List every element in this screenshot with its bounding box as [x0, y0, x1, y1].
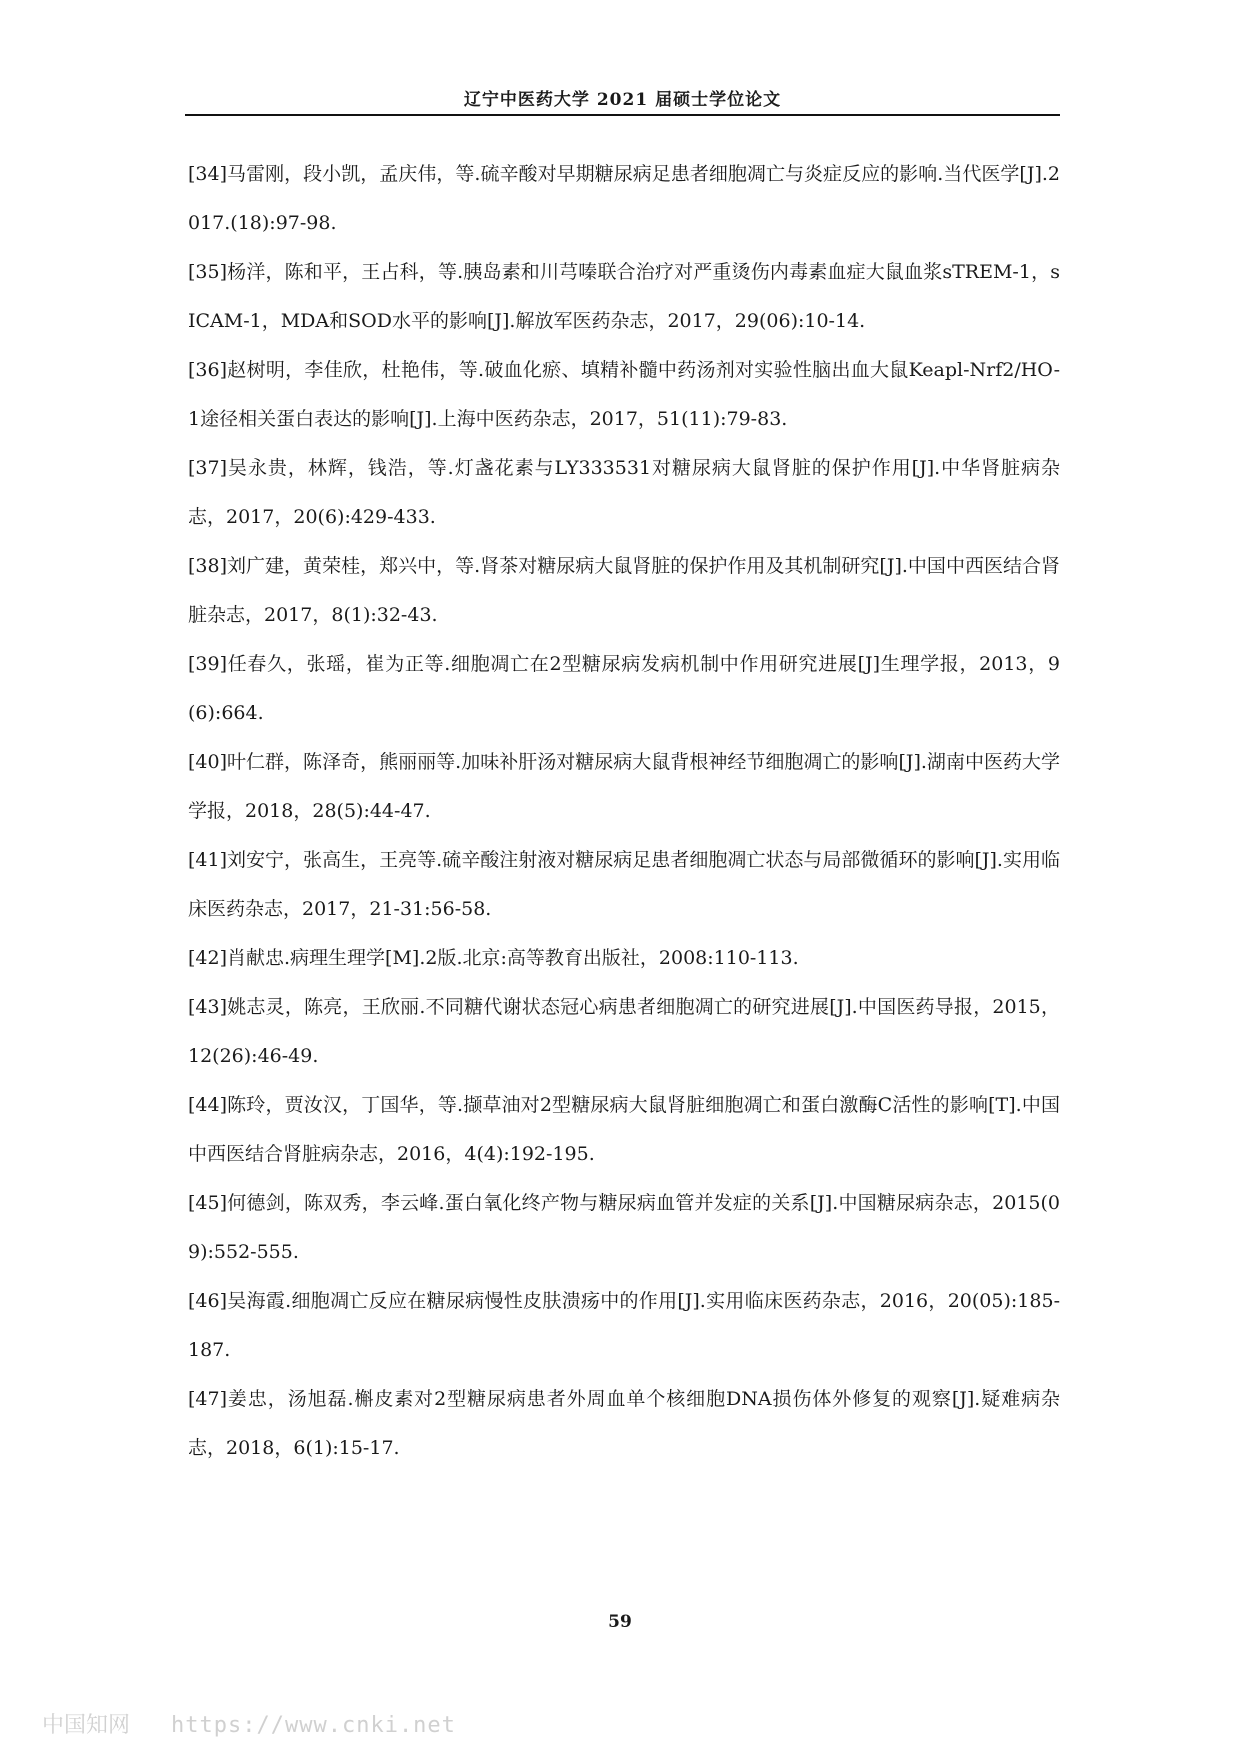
reference-item: [44]陈玲，贾汝汉，丁国华，等.撷草油对2型糖尿病大鼠肾脏细胞凋亡和蛋白激酶C活性的影响[T].中国中西医结合肾脏病杂志，2016，4(4):192-195. [188, 1094, 1060, 1165]
reference-item: [45]何德剑，陈双秀，李云峰.蛋白氧化终产物与糖尿病血管并发症的关系[J].中国糖尿病杂志，2015(09):552-555. [188, 1192, 1060, 1263]
reference-item: [38]刘广建，黄荣桂，郑兴中，等.肾茶对糖尿病大鼠肾脏的保护作用及其机制研究[J].中国中西医结合肾脏杂志，2017，8(1):32-43. [188, 555, 1060, 626]
reference-list [188, 150, 1060, 1473]
reference-item: [37]吴永贵，林辉，钱浩，等.灯盏花素与LY333531对糖尿病大鼠肾脏的保护作用[J].中华肾脏病杂志，2017，20(6):429-433. [188, 457, 1060, 528]
reference-item: [46]吴海霞.细胞凋亡反应在糖尿病慢性皮肤溃疡中的作用[J].实用临床医药杂志，2016，20(05):185-187. [188, 1290, 1060, 1361]
reference-item: [39]任春久，张瑶，崔为正等.细胞凋亡在2型糖尿病发病机制中作用研究进展[J]生理学报，2013，9(6):664. [188, 653, 1060, 724]
reference-item: [34]马雷刚，段小凯，孟庆伟，等.硫辛酸对早期糖尿病足患者细胞凋亡与炎症反应的影响.当代医学[J].2017.(18):97-98. [188, 163, 1060, 234]
cnki-watermark [42, 1708, 456, 1739]
reference-item: [36]赵树明，李佳欣，杜艳伟，等.破血化瘀、填精补髓中药汤剂对实验性脑出血大鼠Keapl-Nrf2/HO-1途径相关蛋白表达的影响[J].上海中医药杂志，2017，51(11):79-83. [188, 359, 1060, 430]
reference-item: [43]姚志灵，陈亮，王欣丽.不同糖代谢状态冠心病患者细胞凋亡的研究进展[J].中国医药导报，2015，12(26):46-49. [188, 996, 1060, 1067]
reference-item: [41]刘安宁，张高生，王亮等.硫辛酸注射液对糖尿病足患者细胞凋亡状态与局部微循环的影响[J].实用临床医药杂志，2017，21-31:56-58. [188, 849, 1060, 920]
cnki-logo-text: 中国知网 [42, 1713, 131, 1738]
reference-item: [40]叶仁群，陈泽奇，熊丽丽等.加味补肝汤对糖尿病大鼠背根神经节细胞凋亡的影响[J].湖南中医药大学学报，2018，28(5):44-47. [188, 751, 1060, 822]
cnki-url: https://www.cnki.net [171, 1713, 456, 1738]
page-number: 59 [608, 1612, 632, 1632]
reference-item: [47]姜忠，汤旭磊.槲皮素对2型糖尿病患者外周血单个核细胞DNA损伤体外修复的观察[J].疑难病杂志，2018，6(1):15-17. [188, 1388, 1060, 1459]
thesis-header-title: 辽宁中医药大学 2021 届硕士学位论文 [463, 90, 782, 110]
reference-item: [35]杨洋，陈和平，王占科，等.胰岛素和川芎嗪联合治疗对严重烫伤内毒素血症大鼠血浆sTREM-1，sICAM-1，MDA和SOD水平的影响[J].解放军医药杂志，2017，29(06):10-14. [188, 261, 1060, 332]
reference-item: [42]肖献忠.病理生理学[M].2版.北京:高等教育出版社，2008:110-113. [188, 947, 799, 969]
page-header [185, 88, 1060, 116]
